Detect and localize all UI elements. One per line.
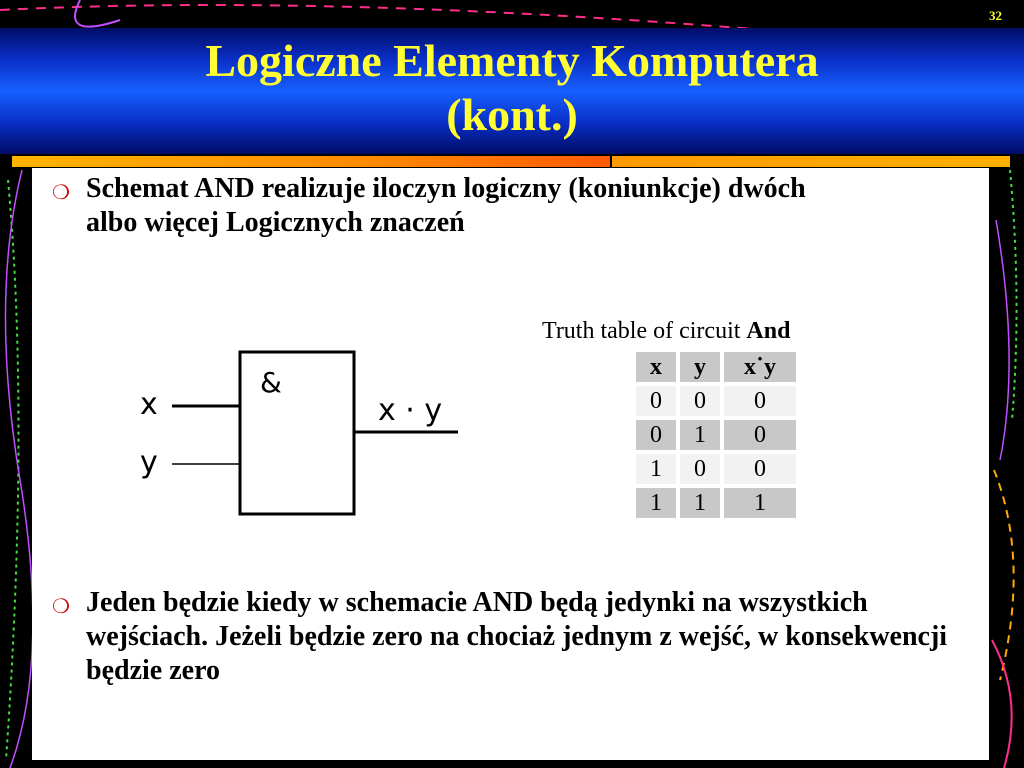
table-cell: 1 (724, 488, 796, 518)
slide-title (0, 34, 1024, 142)
bullet-1 (52, 172, 952, 240)
and-gate-diagram (136, 338, 496, 528)
truth-table-header: x (636, 352, 676, 382)
table-cell: 1 (636, 454, 676, 484)
table-cell: 0 (636, 420, 676, 450)
truth-table-caption (542, 318, 912, 345)
orange-rule-left (12, 156, 610, 167)
truth-table-caption-bold: And (746, 318, 791, 344)
table-cell: 0 (680, 386, 720, 416)
gate-output: x · y (378, 393, 443, 428)
table-row (636, 454, 796, 484)
gate-input-y: y (140, 445, 158, 480)
bullet-1-text: Schemat AND realizuje iloczyn logiczny (koniunkcje) dwóch albo więcej Logicznych znaczeń (86, 173, 806, 238)
content-panel (32, 168, 989, 760)
table-cell: 0 (680, 454, 720, 484)
table-cell: 0 (724, 386, 796, 416)
bullet-2-text: Jeden będzie kiedy w schemacie AND będą jedynki na wszystkich wejściach. Jeżeli będzie zero na chociaż jednym z wejść, w konsekwencji będzie zero (86, 587, 948, 686)
gate-input-x: x (140, 387, 158, 422)
truth-table-header-row (636, 352, 796, 382)
truth-table-caption-prefix: Truth table of circuit (542, 318, 747, 344)
truth-table-header: y (680, 352, 720, 382)
table-cell: 0 (636, 386, 676, 416)
table-cell: 0 (724, 420, 796, 450)
gate-symbol: & (260, 366, 282, 399)
table-row (636, 420, 796, 450)
table-cell: 1 (680, 488, 720, 518)
title-line-1: Logiczne Elementy Komputera (205, 35, 819, 86)
bullet-2 (52, 586, 952, 688)
title-line-2: (kont.) (446, 89, 578, 140)
slide-number: 32 (989, 8, 1002, 23)
bullet-circle-icon: ❍ (52, 596, 70, 618)
table-row (636, 488, 796, 518)
table-cell: 1 (636, 488, 676, 518)
table-cell: 1 (680, 420, 720, 450)
truth-table (632, 348, 800, 522)
bullet-circle-icon: ❍ (52, 182, 70, 204)
table-cell: 0 (724, 454, 796, 484)
orange-rule-right (612, 156, 1010, 167)
truth-table-header: x˙y (724, 352, 796, 382)
table-row (636, 386, 796, 416)
